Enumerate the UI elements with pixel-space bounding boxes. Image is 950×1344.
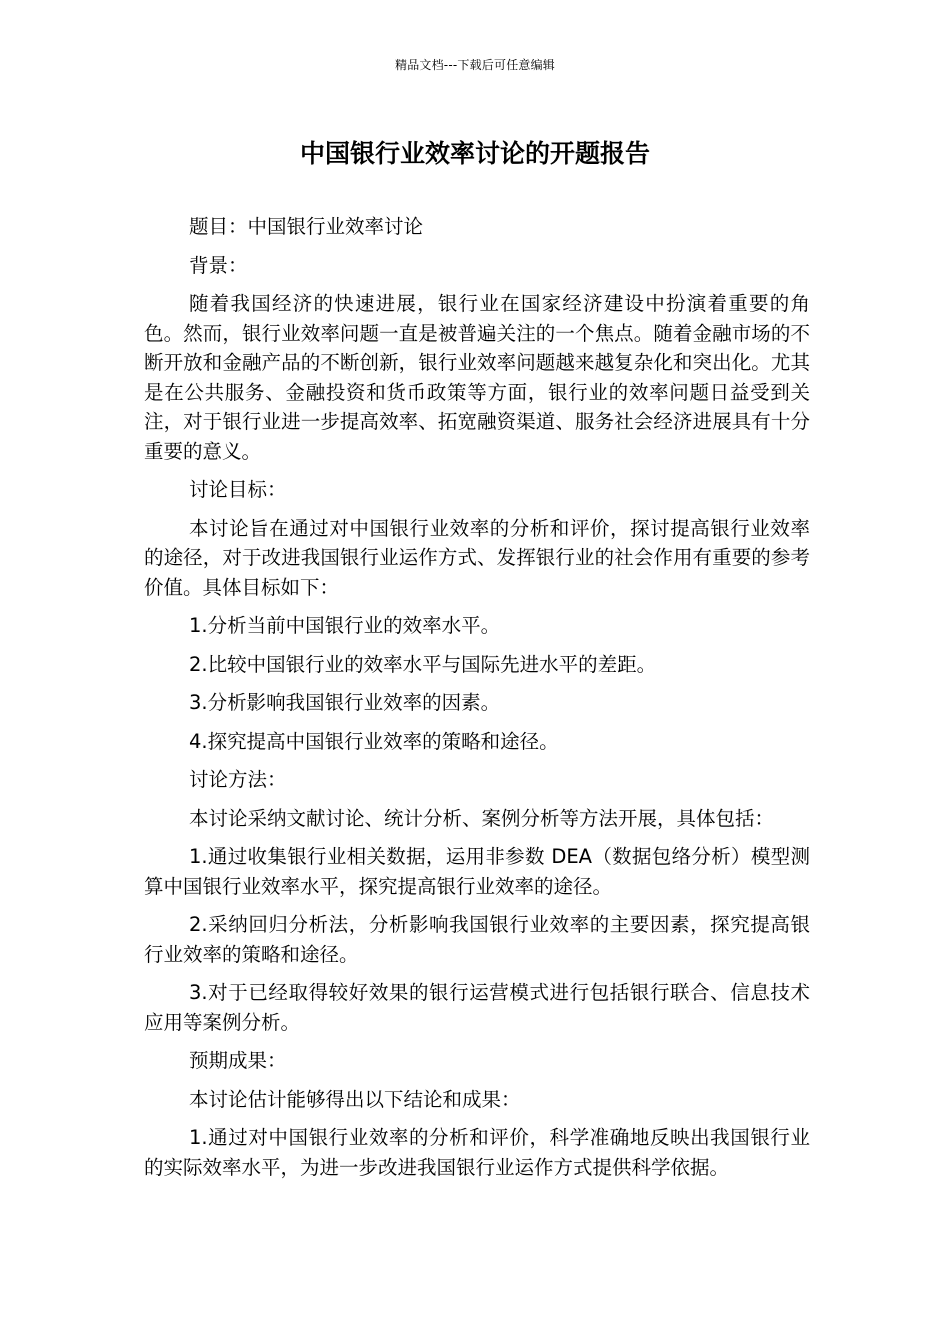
method-item: 2.采纳回归分析法，分析影响我国银行业效率的主要因素，探究提高银行业效率的策略和途径。 — [144, 913, 810, 966]
document-body — [144, 212, 810, 1191]
page-header: 精品文档---下载后可任意编辑 — [395, 58, 555, 72]
section-heading-background: 背景： — [189, 253, 248, 277]
methods-intro-paragraph: 本讨论采纳文献讨论、统计分析、案例分析等方法开展，具体包括： — [189, 806, 775, 830]
section-heading-methods: 讨论方法： — [189, 768, 287, 791]
section-heading-objectives: 讨论目标： — [189, 478, 287, 501]
method-item: 1.通过收集银行业相关数据，运用非参数 DEA（数据包络分析）模型测算中国银行业效率水平，探究提高银行业效率的途径。 — [144, 845, 810, 898]
results-intro-paragraph: 本讨论估计能够得出以下结论和成果： — [189, 1087, 521, 1111]
objective-item: 2.比较中国银行业的效率水平与国际先进水平的差距。 — [189, 652, 657, 676]
topic-line: 题目：中国银行业效率讨论 — [189, 215, 424, 238]
document-title: 中国银行业效率讨论的开题报告 — [299, 139, 650, 168]
objective-item: 1.分析当前中国银行业的效率水平。 — [189, 614, 501, 637]
background-paragraph: 随着我国经济的快速进展，银行业在国家经济建设中扮演着重要的角色。然而，银行业效率问题一直是被普遍关注的一个焦点。随着金融市场的不断开放和金融产品的不断创新，银行业效率问题越来越复杂化和突出化。尤其是在公共服务、金融投资和货币政策等方面，银行业的效率问题日益受到关注，对于银行业进一步提高效率、拓宽融资渠道、服务社会经济进展具有十分重要的意义。 — [144, 292, 810, 463]
section-heading-results: 预期成果： — [189, 1049, 287, 1072]
objective-item: 4.探究提高中国银行业效率的策略和途径。 — [189, 729, 559, 753]
objective-item: 3.分析影响我国银行业效率的因素。 — [189, 691, 501, 714]
objectives-intro-paragraph: 本讨论旨在通过对中国银行业效率的分析和评价，探讨提高银行业效率的途径，对于改进我国银行业运作方式、发挥银行业的社会作用有重要的参考价值。具体目标如下： — [144, 516, 810, 599]
result-item: 1.通过对中国银行业效率的分析和评价，科学准确地反映出我国银行业的实际效率水平，为进一步改进我国银行业运作方式提供科学依据。 — [144, 1126, 810, 1179]
method-item: 3.对于已经取得较好效果的银行运营模式进行包括银行联合、信息技术应用等案例分析。 — [144, 981, 810, 1034]
